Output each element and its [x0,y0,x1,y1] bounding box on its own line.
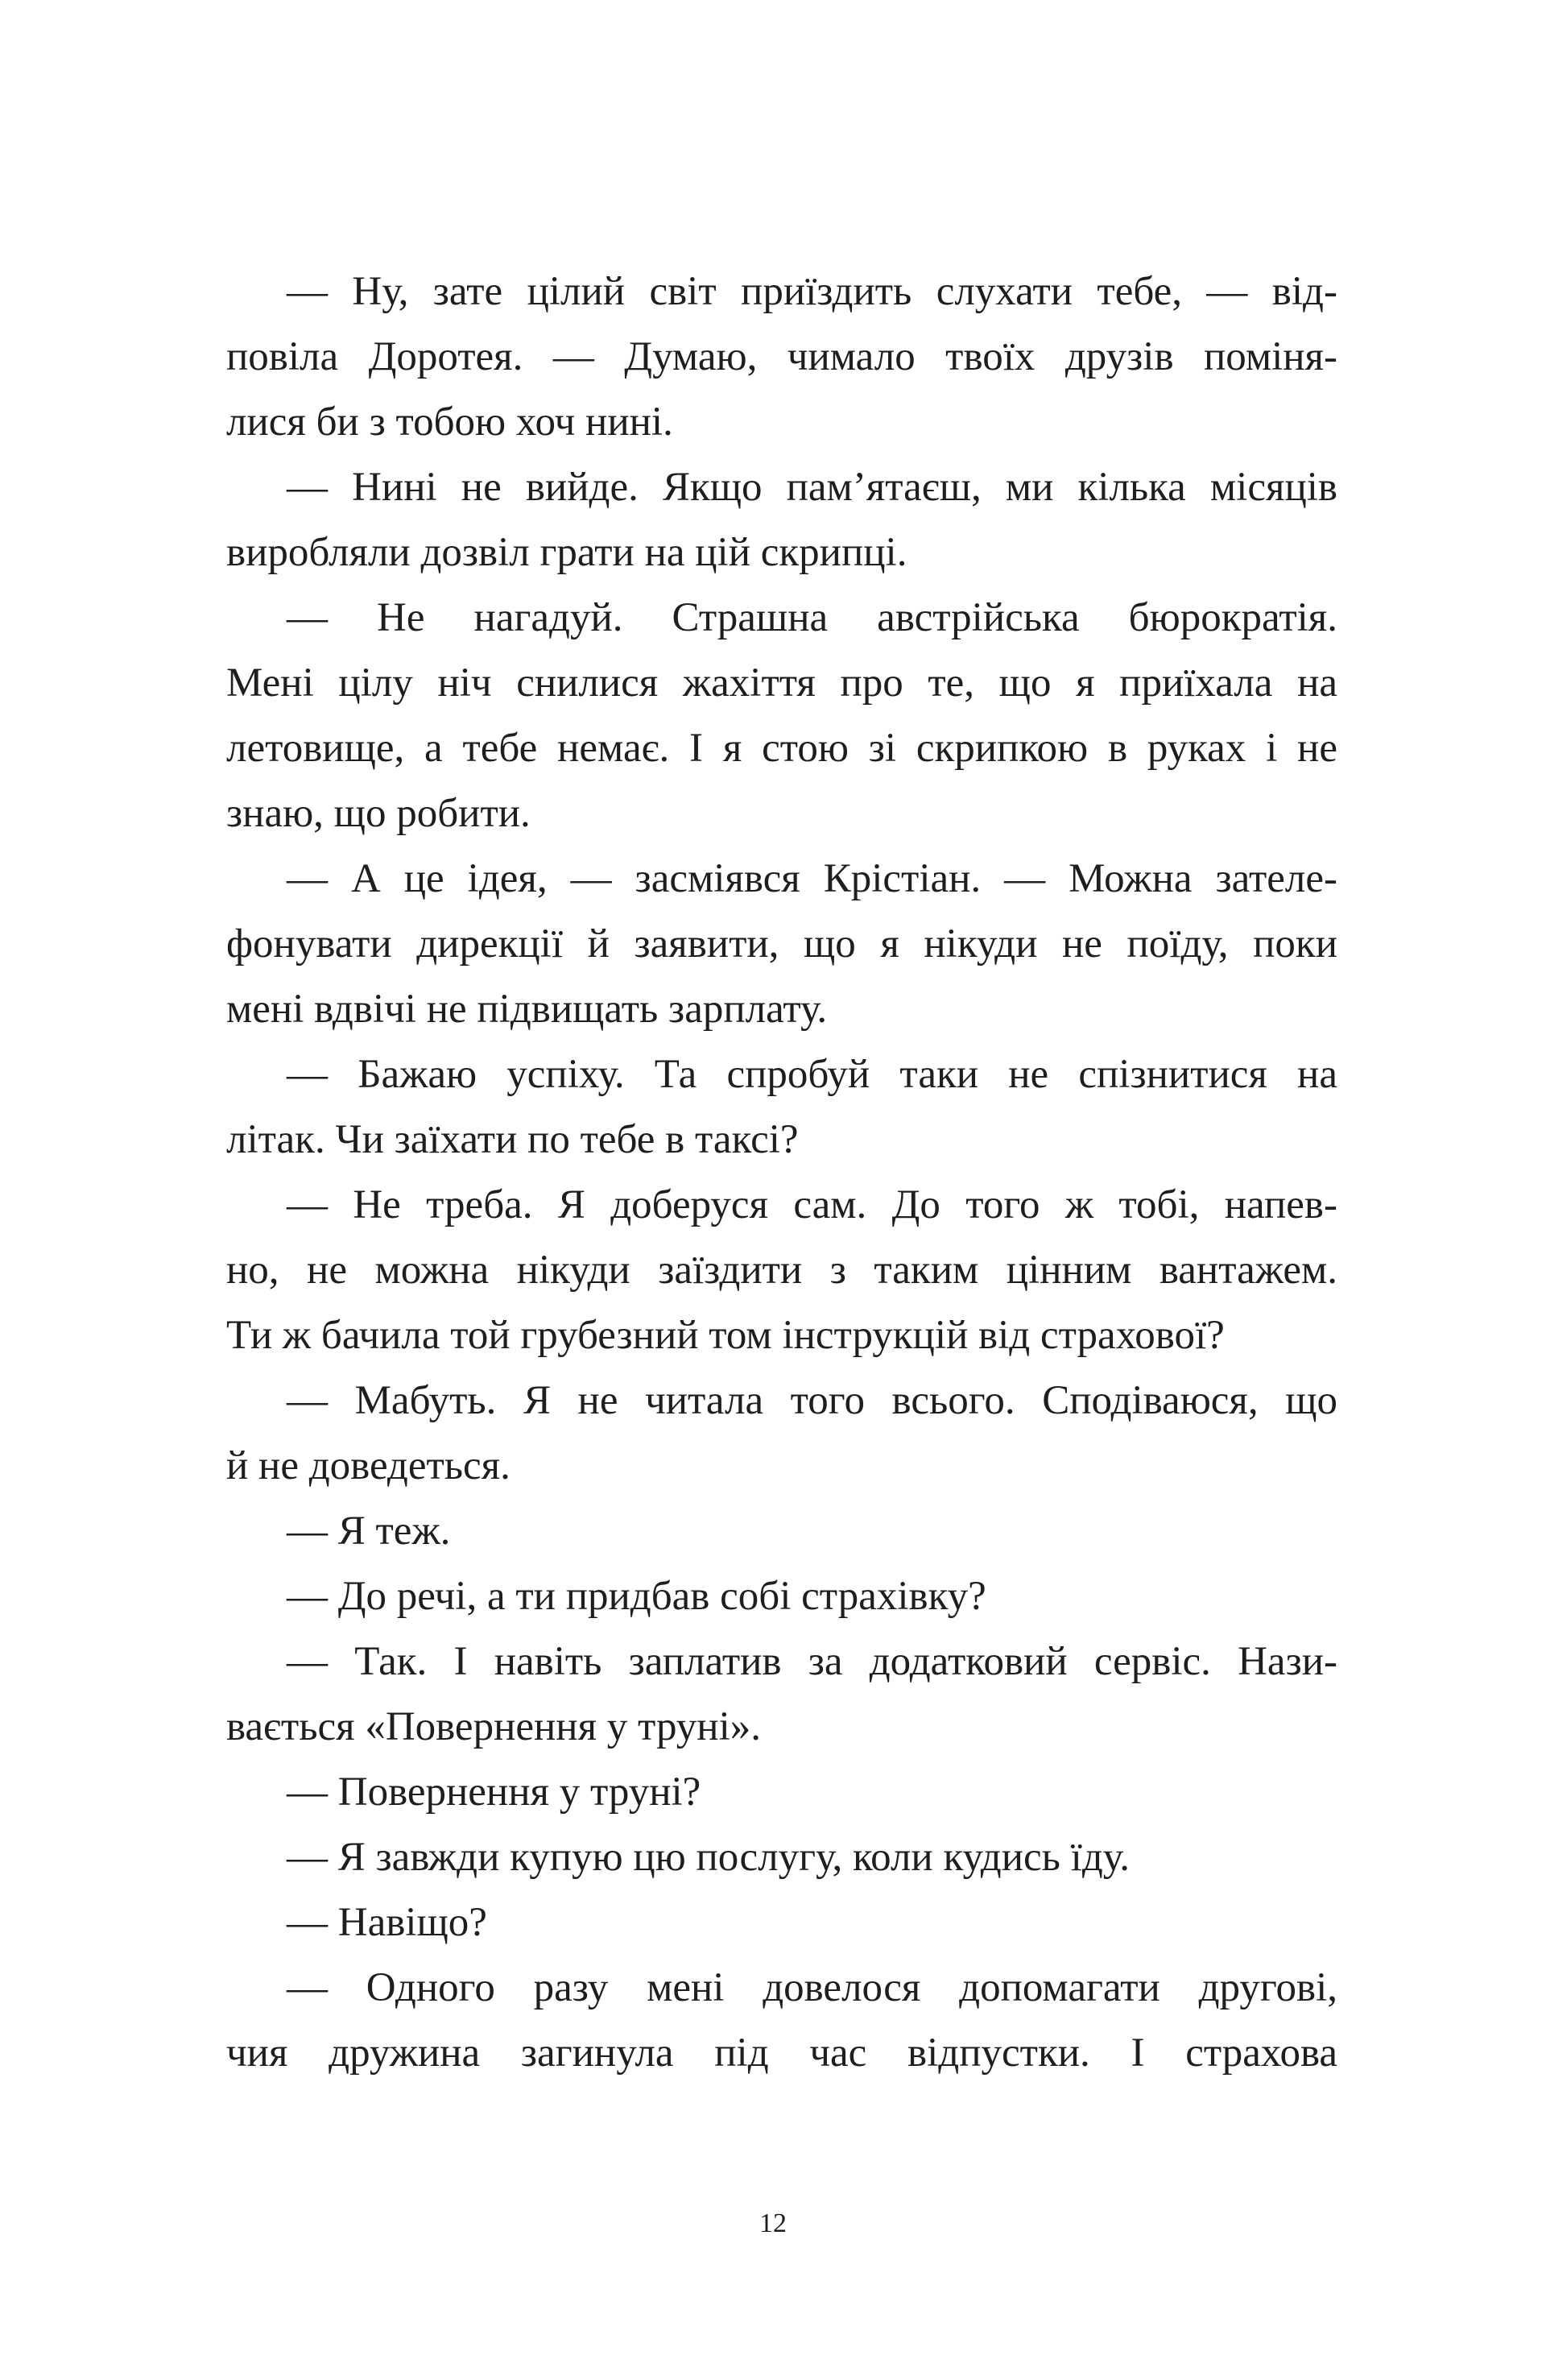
text-line: — Я завжди купую цю послугу, коли кудись їду. [287,1835,1130,1880]
text-line: — Не треба. Я доберуся сам. До того ж тобі, напев- [287,1182,1337,1227]
text-line: знаю, що робити. [226,791,531,836]
text-line: — Нині не вийде. Якщо пам’ятаєш, ми кілька місяців [287,465,1337,510]
text-line: лися би з тобою хоч нині. [226,399,673,445]
text-line: мені вдвічі не підвищать зарплату. [226,987,828,1032]
text-line: Мені цілу ніч снилися жахіття про те, що я приїхала на [226,660,1337,706]
text-line: — До речі, а ти придбав собі страхівку? [287,1574,986,1619]
text-line: — Так. І навіть заплатив за додатковий сервіс. Нази- [287,1639,1337,1684]
text-line: — Мабуть. Я не читала того всього. Сподіваюся, що [287,1378,1337,1423]
text-line: летовище, а тебе немає. І я стою зі скрипкою в руках і не [226,726,1337,771]
text-line: — Навіщо? [287,1900,487,1945]
text-line: — А це ідея, — засміявся Крістіан. — Можна зателе- [287,856,1337,901]
text-line: Ти ж бачила той грубезний том інструкцій від страхової? [226,1313,1225,1358]
text-line: літак. Чи заїхати по тебе в таксі? [226,1117,799,1162]
text-line: чия дружина загинула під час відпустки. І страхова [226,2030,1337,2076]
text-line: но, не можна нікуди заїздити з таким цінним вантажем. [226,1248,1337,1293]
text-line: — Я теж. [287,1509,451,1554]
text-line: — Одного разу мені довелося допомагати другові, [287,1965,1337,2010]
text-line: — Бажаю успіху. Та спробуй таки не спізнитися на [287,1052,1337,1097]
page-number: 12 [759,2208,787,2238]
text-line: — Повернення у труні? [287,1769,701,1815]
page-body-text [226,259,1337,2086]
text-line: повіла Доротея. — Думаю, чимало твоїх друзів поміня- [226,334,1337,379]
text-line: — Ну, зате цілий світ приїздить слухати тебе, — від- [287,269,1337,314]
text-line: — Не нагадуй. Страшна австрійська бюрократія. [287,595,1337,640]
text-line: вається «Повернення у труні». [226,1704,761,1749]
text-line: фонувати дирекції й заявити, що я нікуди не поїду, поки [226,921,1337,966]
text-line: виробляли дозвіл грати на цій скрипці. [226,530,907,575]
text-line: й не доведеться. [226,1443,511,1488]
